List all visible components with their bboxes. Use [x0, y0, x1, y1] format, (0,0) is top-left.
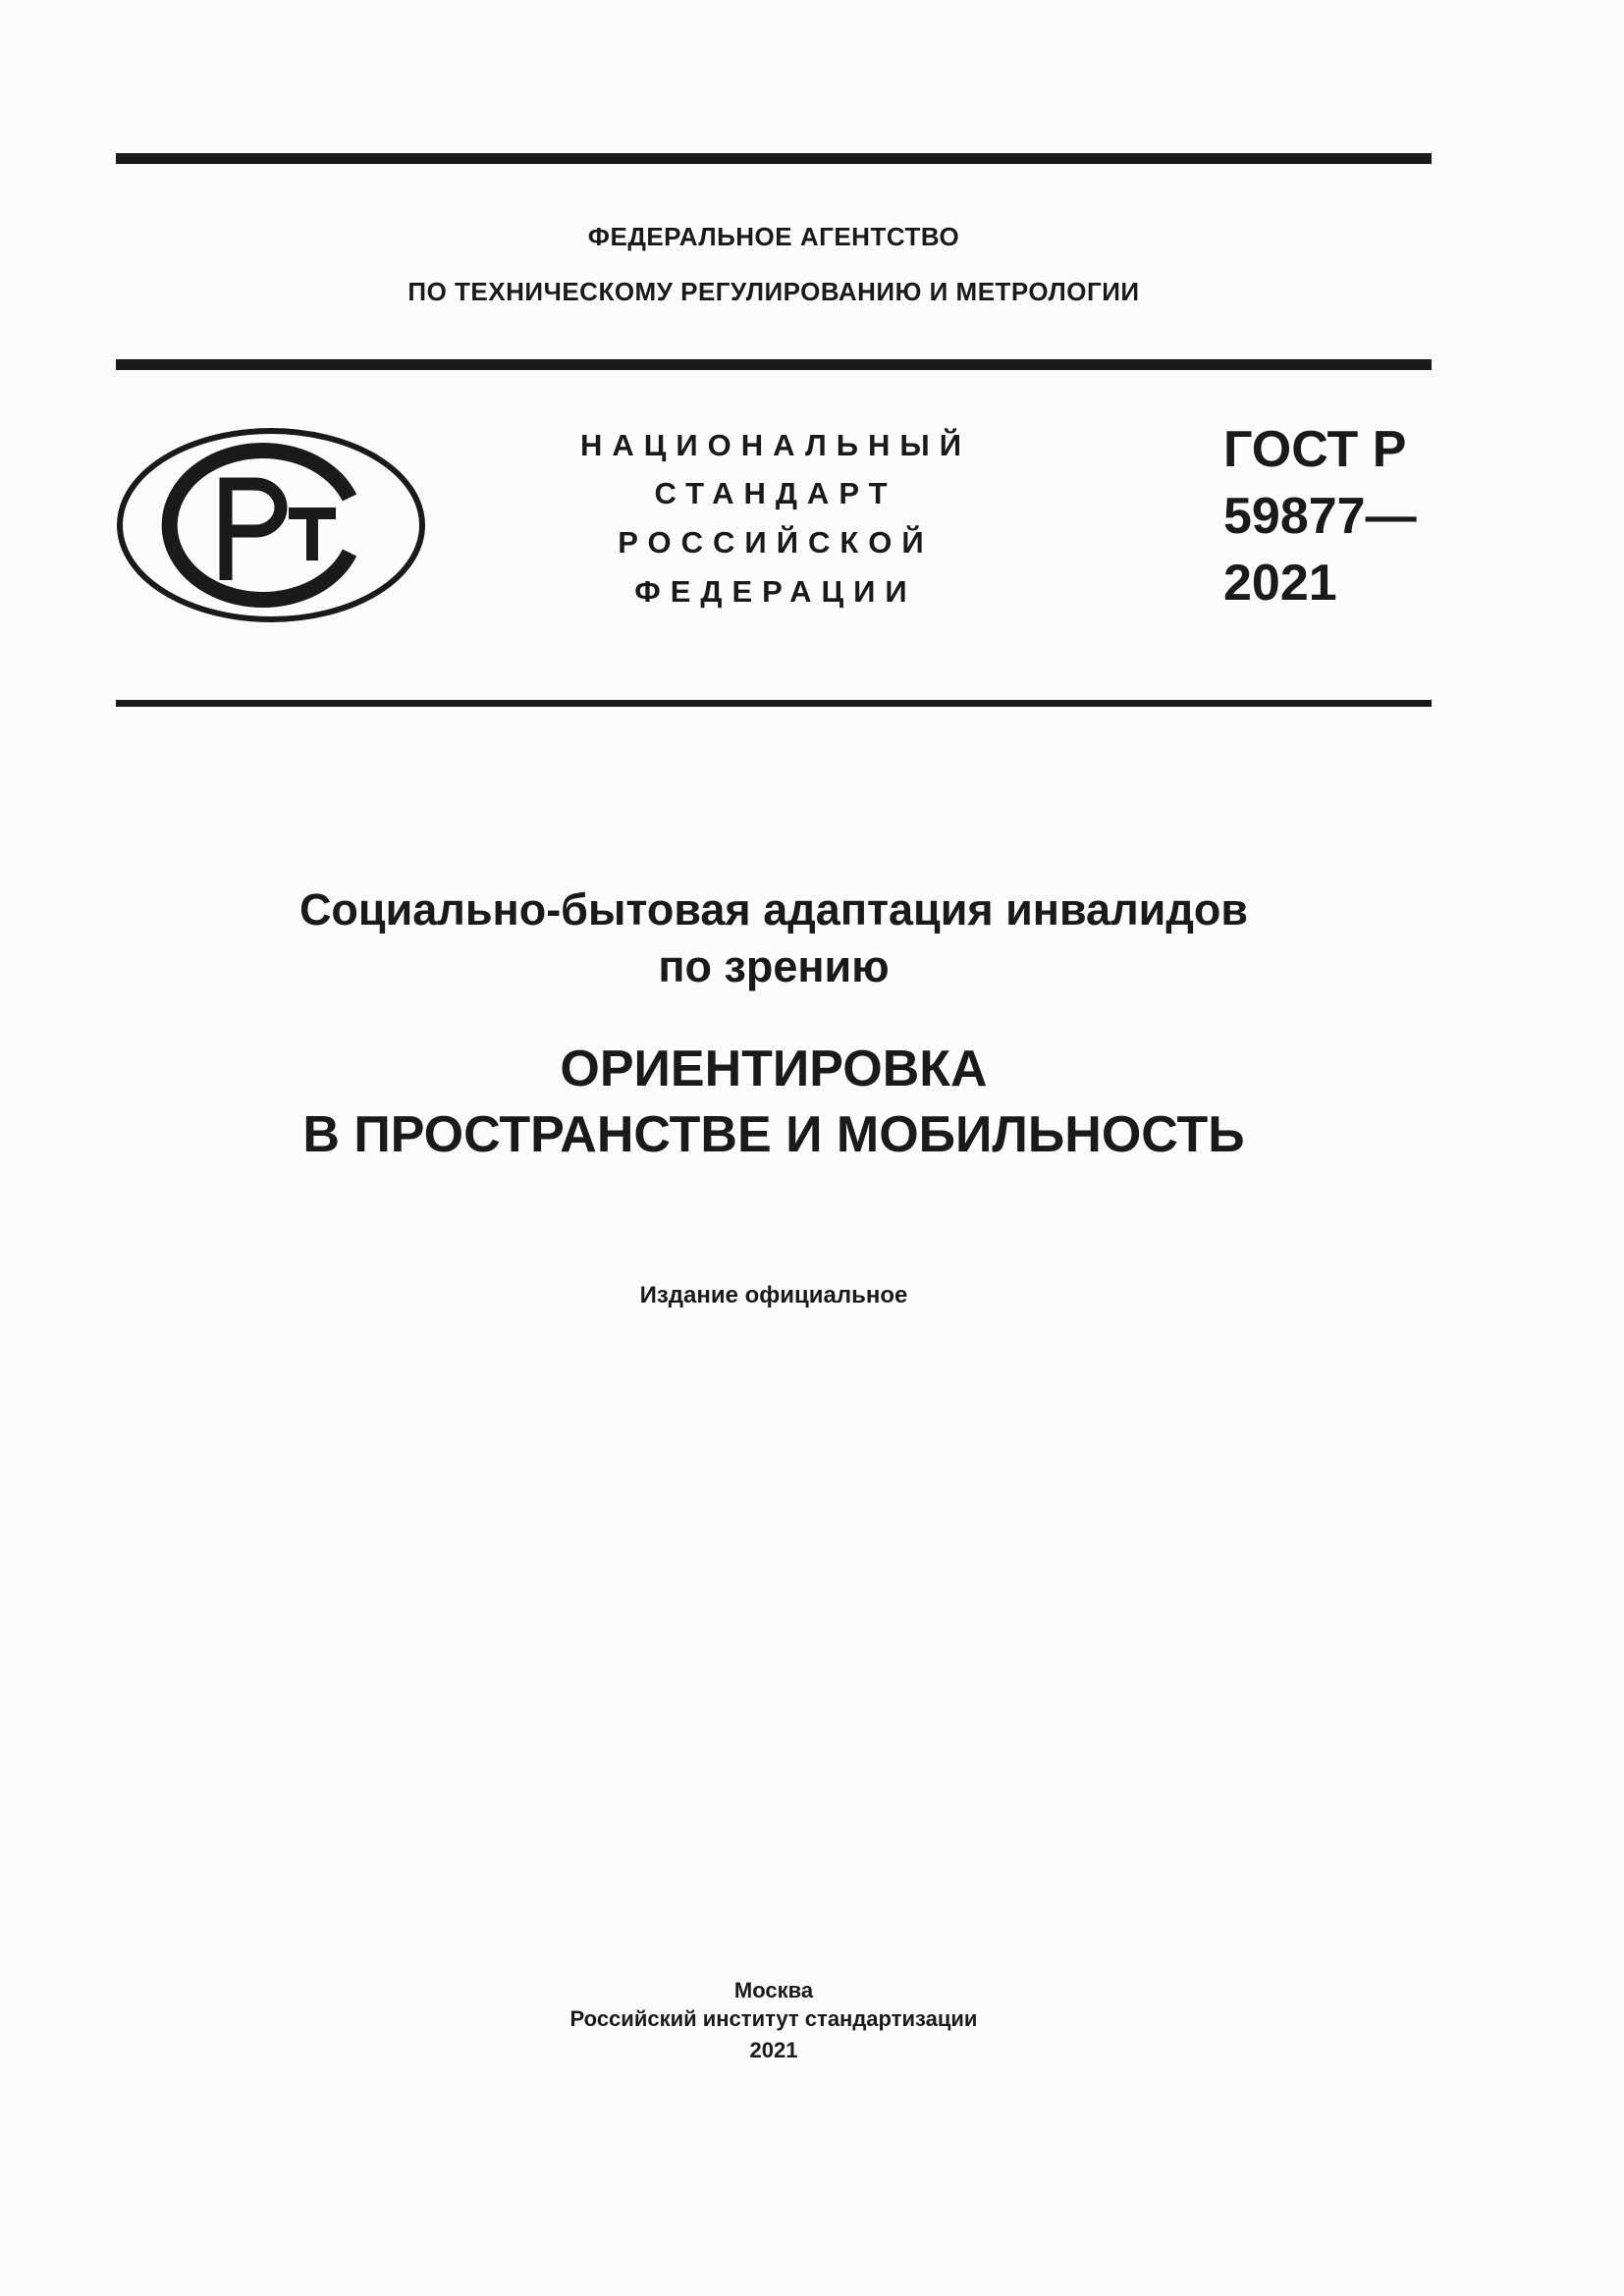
designation-line-2: 59877—: [1223, 488, 1417, 545]
designation-line-3: 2021: [1223, 555, 1337, 612]
agency-line-2: ПО ТЕХНИЧЕСКОМУ РЕГУЛИРОВАНИЮ И МЕТРОЛОГИИ: [407, 277, 1140, 306]
national-standard-line-2: СТАНДАРТ: [654, 476, 897, 510]
subtitle-line-2: по зрению: [658, 941, 890, 991]
header-rule: [116, 359, 1432, 370]
designation-line-1: ГОСТ Р: [1223, 421, 1407, 478]
main-title-line-1: ОРИЕНТИРОВКА: [560, 1041, 988, 1097]
imprint-publisher: Российский институт стандартизации: [569, 2006, 978, 2031]
bottom-rule: [116, 700, 1432, 707]
edition-label: Издание официальное: [639, 1282, 908, 1308]
national-standard-line-3: РОССИЙСКОЙ: [618, 525, 934, 560]
national-standard-line-1: НАЦИОНАЛЬНЫЙ: [579, 428, 972, 462]
national-standard-line-4: ФЕДЕРАЦИИ: [634, 574, 917, 609]
imprint-year: 2021: [749, 2038, 798, 2062]
agency-line-1: ФЕДЕРАЛЬНОЕ АГЕНТСТВО: [587, 222, 960, 251]
main-title-line-2: В ПРОСТРАНСТВЕ И МОБИЛЬНОСТЬ: [302, 1106, 1245, 1163]
imprint-city: Москва: [733, 1978, 814, 2002]
subtitle-line-1: Социально-бытовая адаптация инвалидов: [298, 884, 1249, 934]
rst-logo-icon: [116, 427, 426, 623]
top-rule: [116, 153, 1432, 164]
